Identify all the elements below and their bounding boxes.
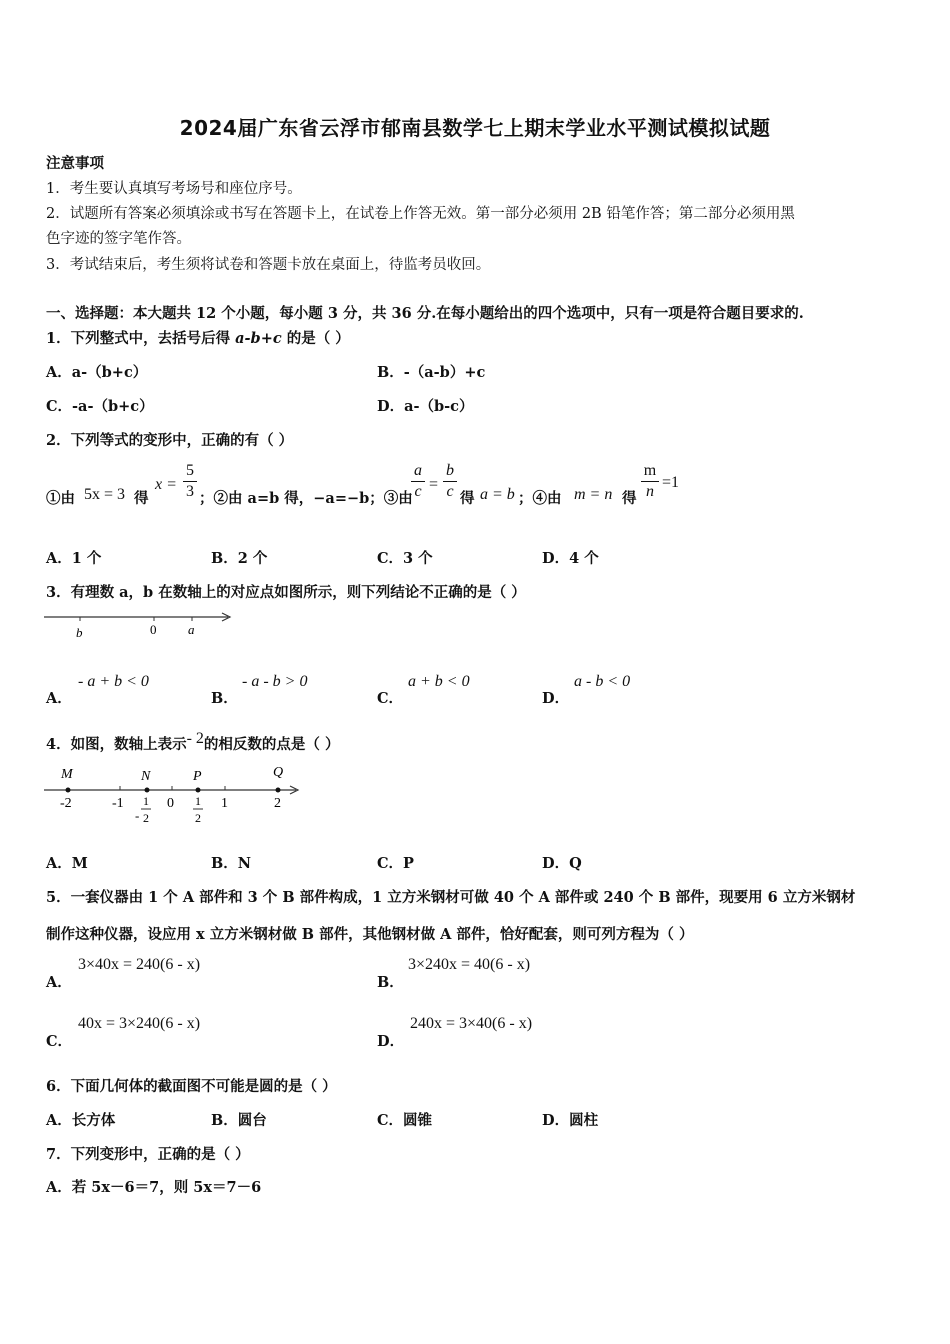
q2-fraction-4 xyxy=(641,462,659,501)
q3-option-a-expr: - a + b < 0 xyxy=(78,673,149,690)
q3-axis-b-label: b xyxy=(76,625,83,640)
q2-fraction-2a xyxy=(411,462,425,501)
q5-option-d-label: D． xyxy=(377,1033,405,1050)
q2-expr-4: m = n xyxy=(574,486,613,503)
q2-text-6: 得 xyxy=(622,490,637,507)
q2-text-5: ；④由 xyxy=(518,490,562,507)
page-title: 2024届广东省云浮市郁南县数学七上期末学业水平测试模拟试题 xyxy=(179,116,771,140)
q5-stem-line-2: 制作这种仪器，设应用 x 立方米钢材做 B 部件，其他钢材做 A 部件，恰好配套，则可列方程为（ ） xyxy=(46,926,694,943)
q1-option-b: B．-（a-b）+c xyxy=(377,364,486,381)
q4-option-d: D．Q xyxy=(542,855,582,872)
q2-frac2-eq: = xyxy=(429,476,439,493)
q2-frac4-den: n xyxy=(646,483,654,500)
q2-frac2-num-a: a xyxy=(414,462,422,479)
q1-stem-expr: a-b+c xyxy=(235,330,282,347)
q2-frac4-rhs: =1 xyxy=(662,474,680,491)
q2-option-b: B．2 个 xyxy=(211,550,268,567)
q6-option-b: B．圆台 xyxy=(211,1112,267,1129)
q5-option-b-expr: 3×240x = 40(6 - x) xyxy=(408,956,531,973)
q4-pt-p: P xyxy=(193,769,202,784)
q2-frac1-num: 5 xyxy=(186,462,194,479)
notes-item-2b: 色字迹的签字笔作答。 xyxy=(46,231,191,247)
point-p xyxy=(196,788,201,793)
q4-tick-0: 0 xyxy=(167,796,174,811)
q4-half-den: 2 xyxy=(195,811,201,825)
q5-option-c-label: C． xyxy=(46,1033,73,1050)
q2-option-a: A．1 个 xyxy=(46,550,102,567)
q2-fraction-1 xyxy=(183,462,197,501)
q1-stem-pre: 1．下列整式中，去括号后得 xyxy=(46,330,236,347)
q2-option-d: D．4 个 xyxy=(542,550,599,567)
q4-tick-2: 2 xyxy=(274,796,281,811)
q7-stem: 7．下列变形中，正确的是（ ） xyxy=(46,1146,250,1163)
q5-option-d-expr: 240x = 3×40(6 - x) xyxy=(410,1015,533,1032)
q4-tick-m2: -2 xyxy=(60,796,72,811)
q4-neg-sign: - xyxy=(135,808,140,823)
q6-option-c: C．圆锥 xyxy=(377,1112,433,1129)
q4-stem-post: 的相反数的点是（ ） xyxy=(203,736,340,753)
q3-option-b-label: B． xyxy=(211,690,238,707)
notes-heading: 注意事项 xyxy=(46,155,104,172)
q4-stem-num: - 2 xyxy=(186,730,204,747)
q4-option-b: B．N xyxy=(211,855,252,872)
q2-expr-3: a = b xyxy=(480,486,515,503)
q3-option-a-label: A． xyxy=(46,690,72,707)
q2-frac1-lhs: x = xyxy=(155,476,177,493)
q5-option-a-expr: 3×40x = 240(6 - x) xyxy=(78,956,201,973)
q4-stem xyxy=(46,730,340,754)
fraction-bar xyxy=(641,481,659,482)
q4-neg-half-den: 2 xyxy=(143,811,149,825)
q4-number-line xyxy=(40,760,310,830)
q4-option-a: A．M xyxy=(46,855,88,872)
q6-option-a: A．长方体 xyxy=(46,1112,116,1129)
point-q xyxy=(276,788,281,793)
point-m xyxy=(66,788,71,793)
q2-expr-1: 5x = 3 xyxy=(84,486,126,503)
notes-item-2a: 2．试题所有答案必须填涂或书写在答题卡上，在试卷上作答无效。第一部分必须用 2B 铅笔作答；第二部分必须用黑 xyxy=(46,206,795,222)
q6-stem: 6．下面几何体的截面图不可能是圆的是（ ） xyxy=(46,1078,337,1095)
q5-option-a-label: A． xyxy=(46,974,72,991)
q3-number-line xyxy=(40,605,240,645)
q2-stem: 2．下列等式的变形中，正确的有（ ） xyxy=(46,432,294,449)
q1-stem xyxy=(46,327,350,348)
q2-frac2-den-c2: c xyxy=(446,483,454,500)
section-heading: 一、选择题：本大题共 12 个小题，每小题 3 分，共 36 分.在每小题给出的四个选项中，只有一项是符合题目要求的. xyxy=(46,305,804,322)
notes-item-1: 1．考生要认真填写考场号和座位序号。 xyxy=(46,181,302,197)
q4-tick-m1: -1 xyxy=(112,796,124,811)
q1-option-a: A．a-（b+c） xyxy=(46,364,148,381)
q2-text-3: ；②由 a=b 得，−a=−b；③由 xyxy=(199,490,413,507)
q4-pt-m: M xyxy=(61,767,73,782)
q2-frac4-num: m xyxy=(643,462,657,479)
q3-stem: 3．有理数 a，b 在数轴上的对应点如图所示，则下列结论不正确的是（ ） xyxy=(46,584,526,601)
q1-option-d: D．a-（b-c） xyxy=(377,398,474,415)
q5-option-c-expr: 40x = 3×240(6 - x) xyxy=(78,1015,201,1032)
point-n xyxy=(145,788,150,793)
q3-option-c-label: C． xyxy=(377,690,404,707)
q2-option-c: C．3 个 xyxy=(377,550,433,567)
q3-axis-0-label: 0 xyxy=(150,622,157,637)
q2-text-2: 得 xyxy=(134,490,149,507)
q4-pt-q: Q xyxy=(273,765,284,780)
fraction-bar xyxy=(411,481,425,482)
q1-stem-post: 的是（ ） xyxy=(281,330,350,347)
q2-text-1: ①由 xyxy=(46,490,75,507)
q2-frac2-den-c: c xyxy=(414,483,422,500)
fraction-bar xyxy=(183,481,197,482)
q3-axis-a-label: a xyxy=(188,622,195,637)
q3-option-b-expr: - a - b > 0 xyxy=(242,673,308,690)
q1-option-c: C．-a-（b+c） xyxy=(46,398,154,415)
q6-option-d: D．圆柱 xyxy=(542,1112,599,1129)
q7-option-a: A．若 5x－6＝7，则 5x＝7－6 xyxy=(46,1179,262,1196)
fraction-bar xyxy=(443,481,457,482)
q5-option-b-label: B． xyxy=(377,974,404,991)
q2-frac1-den: 3 xyxy=(186,483,194,500)
q4-neg-half-num: 1 xyxy=(143,794,149,808)
q2-frac2-num-b: b xyxy=(446,462,454,479)
notes-item-3: 3．考试结束后，考生须将试卷和答题卡放在桌面上，待监考员收回。 xyxy=(46,257,491,273)
q3-option-d-expr: a - b < 0 xyxy=(574,673,631,690)
q2-fraction-2b xyxy=(443,462,457,501)
q4-stem-pre: 4．如图，数轴上表示 xyxy=(46,736,187,753)
q4-pt-n: N xyxy=(141,769,151,784)
q2-text-4: 得 xyxy=(460,490,475,507)
q3-option-d-label: D． xyxy=(542,690,570,707)
q3-option-c-expr: a + b < 0 xyxy=(408,673,470,690)
q4-tick-1: 1 xyxy=(221,796,228,811)
q4-half-num: 1 xyxy=(195,794,201,808)
q5-stem-line-1: 5．一套仪器由 1 个 A 部件和 3 个 B 部件构成，1 立方米钢材可做 40 个 A 部件或 240 个 B 部件，现要用 6 立方米钢材 xyxy=(46,889,856,906)
q4-option-c: C．P xyxy=(377,855,414,872)
